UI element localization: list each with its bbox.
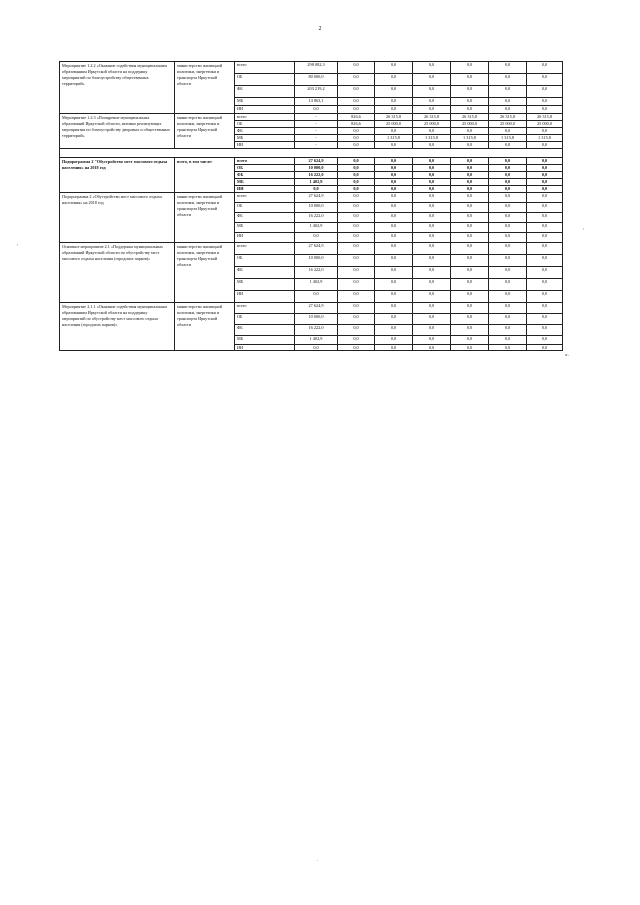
- amount-cell: 16 222,0: [295, 325, 338, 336]
- amount-cell: 0,0: [413, 213, 451, 223]
- funding-source: МБ: [235, 279, 295, 291]
- amount-cell: 0,0: [527, 179, 563, 186]
- amount-cell: 0,0: [527, 62, 563, 74]
- amount-cell: 1 315,8: [413, 135, 451, 142]
- amount-cell: 0,0: [527, 243, 563, 255]
- amount-cell: 0,0: [375, 314, 413, 325]
- amount-cell: 0,0: [413, 203, 451, 213]
- amount-cell: 0,0: [451, 86, 489, 98]
- page-number: 2: [318, 26, 322, 32]
- funding-source: ИИ: [235, 345, 295, 351]
- amount-cell: 298 082,3: [295, 62, 338, 74]
- amount-cell: 0,0: [489, 291, 527, 303]
- amount-cell: 0,0: [413, 233, 451, 243]
- amount-cell: 0,0: [527, 267, 563, 279]
- amount-cell: 0,0: [338, 142, 375, 149]
- funding-source: ФБ: [235, 267, 295, 279]
- amount-cell: 0,0: [295, 291, 338, 303]
- amount-cell: 80 000,0: [295, 74, 338, 86]
- amount-cell: 0,0: [451, 233, 489, 243]
- amount-cell: 0,0: [527, 233, 563, 243]
- amount-cell: 0,0: [489, 336, 527, 345]
- amount-cell: 0,0: [451, 213, 489, 223]
- amount-cell: 0,0: [527, 325, 563, 336]
- amount-cell: 0,0: [413, 106, 451, 114]
- amount-cell: 0,0: [295, 186, 338, 193]
- amount-cell: 1 402,9: [295, 336, 338, 345]
- amount-cell: -: [295, 121, 338, 128]
- amount-cell: 0,0: [338, 314, 375, 325]
- amount-cell: 0,0: [527, 165, 563, 172]
- amount-cell: 0,0: [375, 303, 413, 314]
- measure-description: Мероприятие 1.2.3 «Поощрение муниципальных образований Иркутской области, активно реализующих мероприятия по благоустройству дворовых и общественных территорий»: [60, 114, 175, 149]
- measure-description: Мероприятие 2.1.1 «Оказание содействия муниципальным образованиям Иркутской области на поддержку мероприятий по обустройству мест массового отдыха населения (городских парков)»: [60, 303, 175, 351]
- budget-table-body: [60, 62, 563, 351]
- amount-cell: 0,0: [527, 213, 563, 223]
- margin-mark: ,: [583, 226, 585, 231]
- amount-cell: 25 000,0: [451, 121, 489, 128]
- amount-cell: 0,0: [375, 267, 413, 279]
- table-row: [60, 243, 563, 255]
- amount-cell: 1 315,8: [489, 135, 527, 142]
- funding-source: ОБ: [235, 74, 295, 86]
- amount-cell: 0,0: [338, 165, 375, 172]
- amount-cell: 0,0: [527, 86, 563, 98]
- amount-cell: 0,0: [413, 62, 451, 74]
- amount-cell: 0,0: [413, 279, 451, 291]
- amount-cell: 0,0: [451, 291, 489, 303]
- amount-cell: 0,0: [375, 179, 413, 186]
- amount-cell: 25 000,0: [413, 121, 451, 128]
- funding-source: ОБ: [235, 121, 295, 128]
- amount-cell: 0,0: [375, 74, 413, 86]
- amount-cell: -: [295, 128, 338, 135]
- amount-cell: 0,0: [338, 98, 375, 106]
- amount-cell: 27 624,9: [295, 303, 338, 314]
- amount-cell: 0,0: [375, 255, 413, 267]
- amount-cell: 0,0: [527, 193, 563, 203]
- funding-source: МБ: [235, 98, 295, 106]
- amount-cell: 0,0: [338, 279, 375, 291]
- amount-cell: 826,6: [338, 121, 375, 128]
- amount-cell: 0,0: [451, 303, 489, 314]
- amount-cell: 16 222,0: [295, 267, 338, 279]
- amount-cell: 0,0: [489, 172, 527, 179]
- responsible-executor: министерство жилищной политики, энергетики и транспорта Иркутской области: [175, 114, 235, 149]
- amount-cell: 0,0: [375, 325, 413, 336]
- table-row: [60, 303, 563, 314]
- amount-cell: 0,0: [451, 203, 489, 213]
- responsible-executor: всего, в том числе:: [175, 158, 235, 193]
- amount-cell: 0,0: [413, 325, 451, 336]
- responsible-executor: министерство жилищной политики, энергетики и транспорта Иркутской области: [175, 62, 235, 114]
- amount-cell: 0,0: [489, 213, 527, 223]
- measure-description: Подпрограмма 2 "Обустройство мест массового отдыха населения» на 2018 год: [60, 158, 175, 193]
- amount-cell: 0,0: [489, 179, 527, 186]
- funding-source: ИИ: [235, 142, 295, 149]
- amount-cell: 0,0: [413, 243, 451, 255]
- amount-cell: 0,0: [527, 172, 563, 179]
- table-row: [60, 158, 563, 165]
- amount-cell: 0,0: [451, 336, 489, 345]
- amount-cell: 0,0: [489, 86, 527, 98]
- amount-cell: 0,0: [338, 128, 375, 135]
- margin-mark: .: [317, 858, 319, 863]
- amount-cell: 25 000,0: [489, 121, 527, 128]
- amount-cell: 0,0: [375, 128, 413, 135]
- amount-cell: 0,0: [338, 325, 375, 336]
- amount-cell: 10 000,0: [295, 203, 338, 213]
- amount-cell: 0,0: [413, 128, 451, 135]
- amount-cell: 0,0: [413, 314, 451, 325]
- amount-cell: 0,0: [338, 267, 375, 279]
- amount-cell: 27 624,9: [295, 193, 338, 203]
- amount-cell: 0,0: [338, 255, 375, 267]
- amount-cell: 0,0: [489, 158, 527, 165]
- amount-cell: 0,0: [338, 186, 375, 193]
- amount-cell: 0,0: [338, 203, 375, 213]
- amount-cell: 0,0: [375, 142, 413, 149]
- amount-cell: 0,0: [451, 223, 489, 233]
- amount-cell: 0,0: [527, 128, 563, 135]
- amount-cell: -: [295, 135, 338, 142]
- amount-cell: 0,0: [527, 314, 563, 325]
- funding-source: МБ: [235, 336, 295, 345]
- amount-cell: 0,0: [413, 336, 451, 345]
- amount-cell: 26 315,8: [489, 114, 527, 121]
- funding-source: всего: [235, 158, 295, 165]
- amount-cell: 0,0: [375, 279, 413, 291]
- amount-cell: 0,0: [451, 62, 489, 74]
- amount-cell: 0,0: [489, 193, 527, 203]
- amount-cell: 0,0: [527, 303, 563, 314]
- amount-cell: 16 222,0: [295, 172, 338, 179]
- amount-cell: 1 402,9: [295, 279, 338, 291]
- amount-cell: 0,0: [451, 186, 489, 193]
- amount-cell: 0,0: [489, 325, 527, 336]
- amount-cell: 0,0: [375, 98, 413, 106]
- amount-cell: 10 000,0: [295, 165, 338, 172]
- responsible-executor: министерство жилищной политики, энергетики и транспорта Иркутской области: [175, 243, 235, 303]
- amount-cell: 0,0: [338, 223, 375, 233]
- amount-cell: 0,0: [413, 98, 451, 106]
- amount-cell: 0,0: [338, 336, 375, 345]
- amount-cell: 0,0: [451, 172, 489, 179]
- amount-cell: -: [295, 114, 338, 121]
- funding-source: ИИ: [235, 186, 295, 193]
- amount-cell: 0,0: [338, 172, 375, 179]
- amount-cell: 0,0: [489, 203, 527, 213]
- amount-cell: 0,0: [413, 86, 451, 98]
- amount-cell: 0,0: [527, 203, 563, 213]
- amount-cell: 0,0: [375, 106, 413, 114]
- amount-cell: 0,0: [451, 267, 489, 279]
- amount-cell: 0,0: [413, 345, 451, 351]
- amount-cell: 0,0: [451, 179, 489, 186]
- amount-cell: 0,0: [375, 193, 413, 203]
- table-row: [60, 193, 563, 203]
- amount-cell: 1 315,8: [527, 135, 563, 142]
- amount-cell: 0,0: [413, 255, 451, 267]
- amount-cell: 0,0: [527, 158, 563, 165]
- amount-cell: 0,0: [338, 303, 375, 314]
- block-separator: [60, 149, 563, 158]
- amount-cell: 0,0: [489, 303, 527, 314]
- amount-cell: 1 315,8: [375, 135, 413, 142]
- funding-source: ФБ: [235, 172, 295, 179]
- amount-cell: 0,0: [451, 142, 489, 149]
- funding-source: ИИ: [235, 106, 295, 114]
- amount-cell: 0,0: [451, 128, 489, 135]
- amount-cell: 0,0: [489, 233, 527, 243]
- amount-cell: 0,0: [489, 255, 527, 267]
- funding-source: всего: [235, 114, 295, 121]
- funding-source: всего: [235, 303, 295, 314]
- amount-cell: 0,0: [527, 186, 563, 193]
- amount-cell: 25 000,0: [375, 121, 413, 128]
- amount-cell: 0,0: [375, 86, 413, 98]
- funding-source: всего: [235, 62, 295, 74]
- amount-cell: 0,0: [451, 165, 489, 172]
- closing-quote-mark: ».: [565, 353, 569, 358]
- amount-cell: 0,0: [413, 165, 451, 172]
- amount-cell: 26 315,8: [451, 114, 489, 121]
- amount-cell: 0,0: [489, 128, 527, 135]
- amount-cell: 0,0: [375, 291, 413, 303]
- amount-cell: 0,0: [375, 158, 413, 165]
- amount-cell: 0,0: [527, 106, 563, 114]
- amount-cell: 0,0: [489, 74, 527, 86]
- amount-cell: 0,0: [413, 172, 451, 179]
- amount-cell: 0,0: [451, 98, 489, 106]
- amount-cell: 203 219,2: [295, 86, 338, 98]
- amount-cell: 1 402,9: [295, 223, 338, 233]
- amount-cell: 0,0: [375, 203, 413, 213]
- amount-cell: 0,0: [489, 279, 527, 291]
- amount-cell: 0,0: [338, 74, 375, 86]
- amount-cell: 26 315,8: [413, 114, 451, 121]
- amount-cell: 0,0: [375, 165, 413, 172]
- amount-cell: 0,0: [375, 336, 413, 345]
- amount-cell: 0,0: [489, 62, 527, 74]
- amount-cell: 0,0: [413, 193, 451, 203]
- amount-cell: 0,0: [489, 223, 527, 233]
- funding-source: ИИ: [235, 291, 295, 303]
- amount-cell: 0,0: [489, 142, 527, 149]
- amount-cell: 0,0: [527, 255, 563, 267]
- responsible-executor: министерство жилищной политики, энергетики и транспорта Иркутской области: [175, 193, 235, 243]
- amount-cell: 10 000,0: [295, 314, 338, 325]
- amount-cell: 0,0: [451, 345, 489, 351]
- amount-cell: 0,0: [413, 291, 451, 303]
- funding-source: ОБ: [235, 203, 295, 213]
- amount-cell: 16 222,0: [295, 213, 338, 223]
- amount-cell: 0,0: [338, 291, 375, 303]
- amount-cell: 0,0: [527, 336, 563, 345]
- amount-cell: 0,0: [413, 142, 451, 149]
- amount-cell: 0,0: [451, 74, 489, 86]
- amount-cell: 0,0: [489, 345, 527, 351]
- amount-cell: 0,0: [295, 345, 338, 351]
- amount-cell: 0,0: [375, 186, 413, 193]
- amount-cell: 0,0: [338, 345, 375, 351]
- amount-cell: 0,0: [451, 193, 489, 203]
- amount-cell: 0,0: [527, 291, 563, 303]
- amount-cell: 0,0: [338, 213, 375, 223]
- amount-cell: 0,0: [451, 106, 489, 114]
- amount-cell: 0,0: [375, 223, 413, 233]
- amount-cell: 0,0: [338, 179, 375, 186]
- amount-cell: 26 315,8: [375, 114, 413, 121]
- amount-cell: 0,0: [451, 325, 489, 336]
- amount-cell: 27 624,9: [295, 243, 338, 255]
- measure-description: Подпрограмма 2 «Обустройство мест массового отдыха населения» на 2018 год: [60, 193, 175, 243]
- amount-cell: 0,0: [451, 255, 489, 267]
- amount-cell: 0,0: [489, 98, 527, 106]
- amount-cell: 0,0: [413, 158, 451, 165]
- amount-cell: 0,0: [451, 158, 489, 165]
- amount-cell: 0,0: [375, 172, 413, 179]
- amount-cell: 0,0: [413, 74, 451, 86]
- measure-description: Основное мероприятие 2.1 «Поддержка муниципальных образований Иркутской области по обустройству мест массового отдыха населения (городских парков)»: [60, 243, 175, 303]
- amount-cell: 0,0: [338, 193, 375, 203]
- amount-cell: 25 000,0: [527, 121, 563, 128]
- amount-cell: 0,0: [527, 345, 563, 351]
- amount-cell: 1 315,8: [451, 135, 489, 142]
- amount-cell: 0,0: [527, 98, 563, 106]
- measure-description: Мероприятие 1.2.2 «Оказание содействия муниципальным образованиям Иркутской области на поддержку мероприятий по благоустройству общественных территорий»: [60, 62, 175, 114]
- amount-cell: 0,0: [375, 233, 413, 243]
- amount-cell: 0,0: [489, 267, 527, 279]
- amount-cell: 0,0: [338, 106, 375, 114]
- funding-source: всего: [235, 243, 295, 255]
- funding-source: ФБ: [235, 325, 295, 336]
- funding-source: ОБ: [235, 255, 295, 267]
- table-row: [60, 62, 563, 74]
- amount-cell: 0,0: [338, 158, 375, 165]
- amount-cell: 1 402,9: [295, 179, 338, 186]
- amount-cell: 0,0: [527, 74, 563, 86]
- amount-cell: 0,0: [338, 86, 375, 98]
- amount-cell: 0,0: [413, 267, 451, 279]
- funding-source: ФБ: [235, 213, 295, 223]
- amount-cell: 14 863,1: [295, 98, 338, 106]
- amount-cell: 0,0: [413, 186, 451, 193]
- amount-cell: 0,0: [338, 233, 375, 243]
- amount-cell: 0,0: [375, 345, 413, 351]
- table-row: [60, 114, 563, 121]
- amount-cell: 0,0: [451, 279, 489, 291]
- amount-cell: 0,0: [375, 213, 413, 223]
- amount-cell: 0,0: [527, 223, 563, 233]
- margin-mark: ,: [17, 242, 19, 247]
- amount-cell: 0,0: [489, 165, 527, 172]
- responsible-executor: министерство жилищной политики, энергетики и транспорта Иркутской области: [175, 303, 235, 351]
- amount-cell: 0,0: [451, 314, 489, 325]
- funding-source: ОБ: [235, 165, 295, 172]
- amount-cell: 0,0: [489, 186, 527, 193]
- block-separator-cell: [60, 149, 563, 158]
- amount-cell: 0,0: [527, 279, 563, 291]
- amount-cell: 0,0: [295, 106, 338, 114]
- amount-cell: 0,0: [489, 106, 527, 114]
- amount-cell: 0,0: [413, 223, 451, 233]
- amount-cell: 0,0: [295, 233, 338, 243]
- funding-source: ОБ: [235, 314, 295, 325]
- budget-table: [59, 61, 563, 351]
- amount-cell: 0,0: [413, 179, 451, 186]
- funding-source: МБ: [235, 223, 295, 233]
- amount-cell: 0,0: [338, 62, 375, 74]
- amount-cell: 0,0: [375, 243, 413, 255]
- amount-cell: 826,6: [338, 114, 375, 121]
- amount-cell: -: [295, 142, 338, 149]
- amount-cell: 0,0: [489, 314, 527, 325]
- funding-source: МБ: [235, 179, 295, 186]
- amount-cell: 0,0: [413, 303, 451, 314]
- funding-source: МБ: [235, 135, 295, 142]
- amount-cell: 0,0: [451, 243, 489, 255]
- amount-cell: 27 624,9: [295, 158, 338, 165]
- funding-source: ФБ: [235, 86, 295, 98]
- amount-cell: 0,0: [338, 135, 375, 142]
- amount-cell: 0,0: [489, 243, 527, 255]
- amount-cell: 26 315,8: [527, 114, 563, 121]
- amount-cell: 0,0: [375, 62, 413, 74]
- funding-source: ИИ: [235, 233, 295, 243]
- funding-source: ФБ: [235, 128, 295, 135]
- amount-cell: 0,0: [338, 243, 375, 255]
- funding-source: всего: [235, 193, 295, 203]
- amount-cell: 0,0: [527, 142, 563, 149]
- amount-cell: 10 000,0: [295, 255, 338, 267]
